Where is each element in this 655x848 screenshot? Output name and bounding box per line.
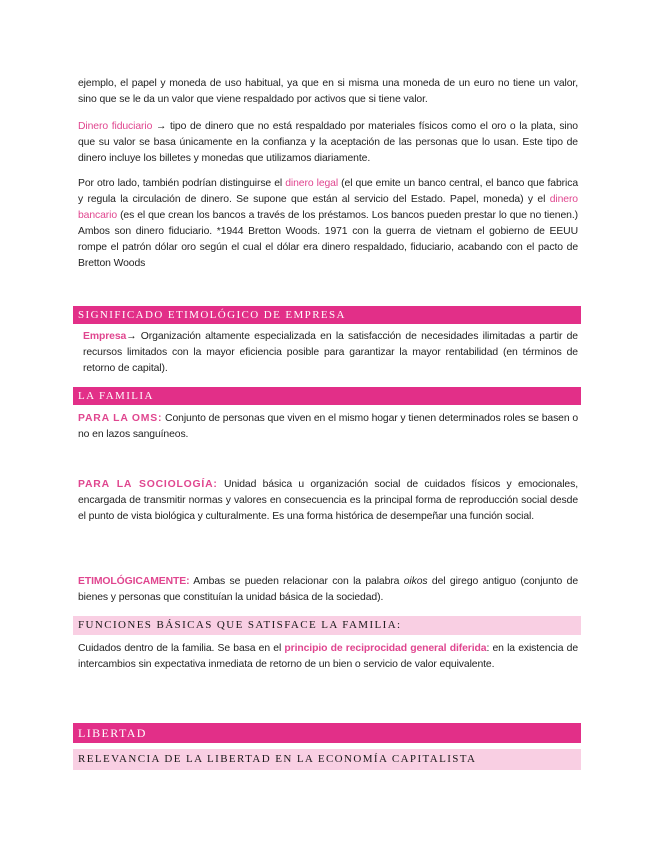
term-empresa: Empresa [83, 331, 127, 342]
paragraph-text: Por otro lado, también podrían distinguirse el [78, 178, 286, 189]
paragraph-text: Cuidados dentro de la familia. Se basa en el [78, 643, 285, 654]
paragraph-legal-bank-money [78, 176, 578, 272]
term-etimologicamente: ETIMOLÓGICAMENTE: [78, 576, 190, 587]
section-heading-familia: LA FAMILIA [73, 387, 581, 405]
paragraph-text: ejemplo, el papel y moneda de uso habitual, ya que en si misma una moneda de un euro no tiene un valor, sino que se le da un valor que viene respaldado por activos que si tiene valor. [78, 78, 578, 105]
paragraph-fiat-money [78, 119, 578, 167]
paragraph-sociologia [78, 477, 578, 525]
paragraph-text: del girego antiguo (conjunto de bienes y personas que constituían la unidad básica de la sociedad). [78, 576, 578, 603]
term-reciprocidad: principio de reciprocidad general diferida [284, 643, 487, 654]
paragraph-oms [78, 411, 578, 443]
section-heading-relevancia-libertad: RELEVANCIA DE LA LIBERTAD EN LA ECONOMÍA CAPITALISTA [73, 749, 581, 770]
term-oikos: oikos [403, 576, 428, 587]
section-heading-funciones: FUNCIONES BÁSICAS QUE SATISFACE LA FAMILIA: [73, 616, 581, 635]
section-heading-libertad: LIBERTAD [73, 723, 581, 743]
paragraph-text: (el que emite un banco central, el banco que fabrica y regula la circulación de dinero. Se supone que están al servicio del Estado. Papel, moneda) y el [78, 178, 579, 205]
paragraph-text: → Organización altamente especializada en la satisfacción de necesidades ilimitadas a partir de recursos limitados con la mayor eficiencia posible para garantizar la mayor rentabilidad (en términos de retorno de capital). [83, 331, 578, 374]
paragraph-text: : en la existencia de intercambios sin expectativa inmediata de retorno de un bien o servicio de valor equivalente. [78, 643, 579, 670]
term-oms: PARA LA OMS: [78, 413, 163, 424]
term-sociologia: PARA LA SOCIOLOGÍA: [78, 479, 218, 490]
section-heading-empresa: SIGNIFICADO ETIMOLÓGICO DE EMPRESA [73, 306, 581, 324]
paragraph-etimologia [78, 574, 578, 606]
paragraph-text: (es el que crean los bancos a través de los préstamos. Los bancos pueden prestar lo que no tienen.) Ambos son dinero fiduciario. *1944 Bretton Woods. 1971 con la guerra de vietnam el gobierno de EEUU rompe el patrón dólar oro según el cual el dólar era dinero respaldado, fiduciario, acabando con el pacto de Bretton Woods [78, 210, 578, 269]
term-bank-money: dinero bancario [78, 194, 578, 221]
paragraph-text: Ambas se pueden relacionar con la palabra [189, 576, 404, 587]
paragraph-text: Conjunto de personas que viven en el mismo hogar y tienen determinados roles se basen o no en lazos sanguíneos. [78, 413, 579, 440]
term-legal-money: dinero legal [285, 178, 339, 189]
paragraph-text: → tipo de dinero que no está respaldado por materiales físicos como el oro o la plata, sino que su valor se basa únicamente en la confianza y la aceptación de las personas que lo usan. Este tipo de dinero incluye los billetes y monedas que utilizamos diariamente. [78, 121, 578, 164]
paragraph-text: Unidad básica u organización social de cuidados físicos y emocionales, encargada de transmitir normas y valores en consecuencia es la principal forma de reproducción social desde el punto de vista biológica y culturalmente. Es una forma histórica de desempeñar una función social. [78, 479, 578, 522]
paragraph-money-value [78, 76, 578, 108]
term-fiat-money: Dinero fiduciario [78, 121, 153, 132]
paragraph-empresa [83, 329, 578, 377]
paragraph-cuidados [78, 641, 578, 673]
